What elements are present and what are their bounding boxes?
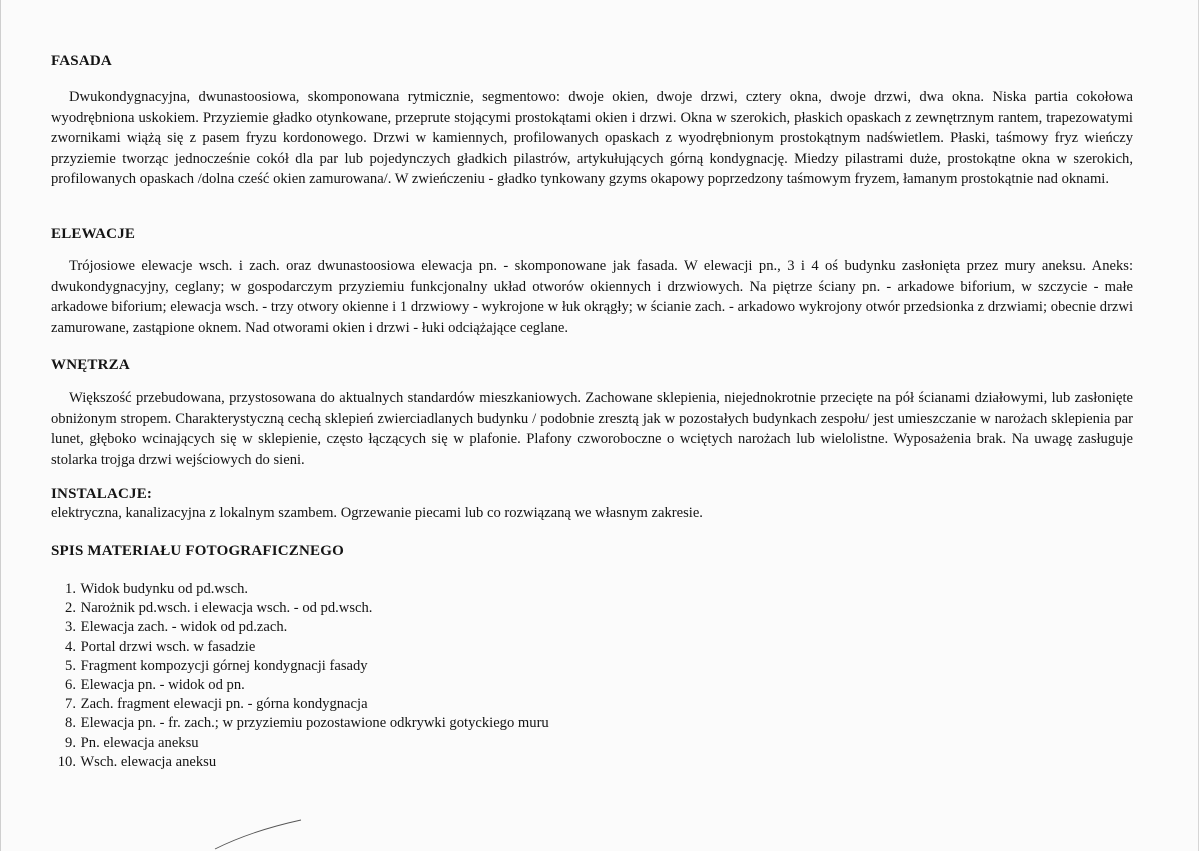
list-number: 5. [65,657,76,674]
list-item [51,695,549,714]
list-item [51,599,549,618]
list-text: Elewacja zach. - widok od pd.zach. [80,619,288,636]
list-number: 1. [65,581,76,597]
pen-stroke-mark [211,815,311,851]
heading-elewacje: ELEWACJE [51,226,136,242]
paragraph-wnetrza: Większość przebudowana, przystosowana do aktualnych standardów mieszkaniowych. Zachowane sklepienia, niejednokrotnie przecięte na pół ścianami działowymi, lub zasłonięte obniżonym stropem. Charakterystyczną cechą sklepień zwierciadlanych budynku / podobnie zresztą jak w pozostałych budynkach zespołu/ jest umieszczanie w narożach sklepienia par lunet, głęboko wcinających się w sklepienie, często łączących się w plafonie. Plafony czworoboczne o wciętych narożach lub wielolistne. Wyposażenia brak. Na uwagę zasługuje stolarka trojga drzwi wejściowych do sieni. [51,390,1133,468]
list-item [51,618,549,637]
heading-instalacje: INSTALACJE: [51,486,153,502]
list-text: Zach. fragment elewacji pn. - górna kondygnacja [80,696,368,713]
list-text: Widok budynku od pd.wsch. [80,581,249,597]
list-item [51,734,549,753]
heading-fasada: FASADA [51,53,112,69]
paragraph-fasada: Dwukondygnacyjna, dwunastoosiowa, skomponowana rytmicznie, segmentowo: dwoje okien, dwoje drzwi, cztery okna, dwoje drzwi, dwa okna. Niska partia cokołowa wyodrębniona uskokiem. Przyziemie gładko otynkowane, przeprute stojącymi prostokątami okien i drzwi. Okna w szerokich, płaskich opaskach z zewnętrznym rantem, trapezowatymi zwornikami wiążą się z pasem fryzu kordonowego. Drzwi w kamiennych, profilowanych opaskach z wyodrębnionym prostokątnym nadświetlem. Płaski, taśmowy fryz wieńczy przyziemie tworząc jednocześnie cokół dla par lub pojedynczych gładkich pilastrów, artykułujących górną kondygnację. Miedzy pilastrami duże, prostokątne okna w szerokich, profilowanych opaskach /dolna cześć okien zamurowana/. W zwieńczeniu - gładko tynkowany gzyms okapowy poprzedzony taśmowym fryzem, łamanym prostokątnie nad oknami. [51,89,1133,187]
list-item [51,638,549,657]
list-text: Elewacja pn. - fr. zach.; w przyziemiu pozostawione odkrywki gotyckiego muru [80,715,549,732]
list-text: Elewacja pn. - widok od pn. [80,677,245,694]
list-item [51,657,549,676]
list-text: Portal drzwi wsch. w fasadzie [80,638,256,655]
list-number: 4. [65,638,76,655]
paragraph-instalacje: elektryczna, kanalizacyjna z lokalnym szambem. Ogrzewanie piecami lub co rozwiązaną we własnym zakresie. [51,505,703,521]
list-number: 9. [65,734,76,751]
list-number: 7. [65,696,76,713]
list-number: 6. [65,677,76,694]
list-text: Pn. elewacja aneksu [80,734,199,751]
list-item [51,753,549,772]
heading-wnetrza: WNĘTRZA [51,357,130,373]
list-number: 2. [65,600,76,617]
list-number: 10. [57,753,76,770]
list-text: Wsch. elewacja aneksu [80,753,217,770]
paragraph-elewacje: Trójosiowe elewacje wsch. i zach. oraz dwunastoosiowa elewacja pn. - skomponowane jak fasada. W elewacji pn., 3 i 4 oś budynku zasłonięta przez mury aneksu. Aneks: dwukondygnacyjny, ceglany; w gospodarczym przyziemiu funkcjonalny układ otworów okiennych i drzwiowych. Na piętrze ściany pn. - arkadowe biforium, w szczycie - małe arkadowe biforium; elewacja wsch. - trzy otwory okienne i 1 drzwiowy - wykrojone w łuk okrągły; w ścianie zach. - arkadowo wykrojony otwór przedsionka z drzwiami; obecnie drzwi zamurowane, zastąpione oknem. Nad otworami okien i drzwi - łuki odciążające ceglane. [51,258,1133,336]
list-text: Narożnik pd.wsch. i elewacja wsch. - od pd.wsch. [80,600,373,617]
list-item [51,580,549,599]
heading-spis: SPIS MATERIAŁU FOTOGRAFICZNEGO [51,543,344,559]
list-text: Fragment kompozycji górnej kondygnacji fasady [80,657,368,674]
list-number: 8. [65,715,76,732]
list-item [51,714,549,733]
list-item [51,676,549,695]
list-number: 3. [65,619,76,636]
photo-list [51,580,549,772]
